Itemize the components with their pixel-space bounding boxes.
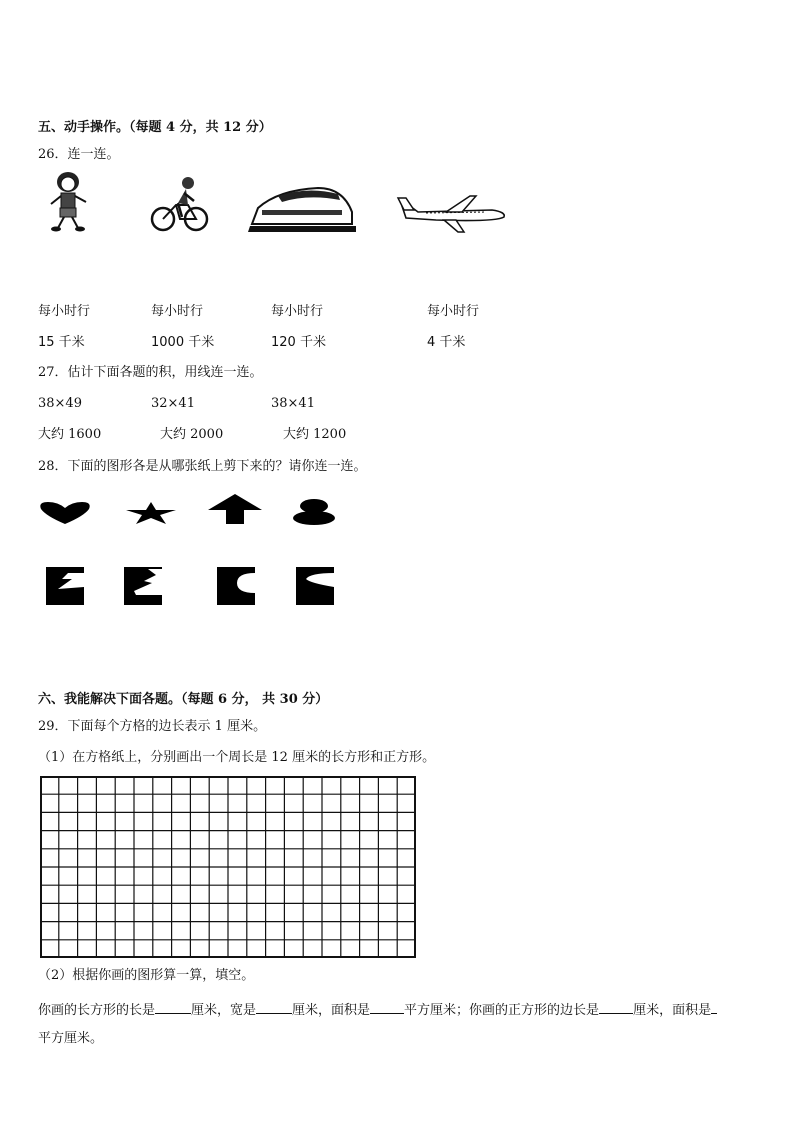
expression-1: 38×49 xyxy=(38,396,82,411)
rectangle-width-blank[interactable] xyxy=(256,1000,292,1014)
cut-paper-1-icon xyxy=(46,567,84,605)
fill-text-b: 厘米，宽是 xyxy=(191,1003,257,1018)
question-27-stem: 27．估计下面各题的积，用线连一连。 xyxy=(38,365,263,380)
question-26-stem: 26．连一连。 xyxy=(38,147,120,162)
section-6-title: 六、我能解决下面各题。（每题 6 分， 共 30 分） xyxy=(38,692,329,707)
rectangle-length-blank[interactable] xyxy=(155,1000,191,1014)
estimate-2: 大约 2000 xyxy=(160,427,224,442)
question-28-stem: 28．下面的图形各是从哪张纸上剪下来的？请你连一连。 xyxy=(38,459,367,474)
rectangle-area-blank[interactable] xyxy=(370,1000,404,1014)
section-5-title: 五、动手操作。（每题 4 分，共 12 分） xyxy=(38,120,272,135)
speed-value-3: 120 千米 xyxy=(271,335,326,350)
cut-paper-3-icon xyxy=(217,567,255,605)
question-29-stem: 29．下面每个方格的边长表示 1 厘米。 xyxy=(38,719,267,734)
high-speed-train-icon xyxy=(248,182,358,234)
estimate-1: 大约 1600 xyxy=(38,427,102,442)
speed-value-4: 4 千米 xyxy=(427,335,466,350)
expression-2: 32×41 xyxy=(151,396,195,411)
cyclist-icon xyxy=(150,175,210,233)
speed-label-top-1: 每小时行 xyxy=(38,304,91,319)
estimate-3: 大约 1200 xyxy=(283,427,347,442)
grid-lines xyxy=(40,776,416,958)
arrow-up-icon xyxy=(208,494,262,524)
speed-value-2: 1000 千米 xyxy=(151,335,215,350)
square-side-blank[interactable] xyxy=(599,1000,633,1014)
girl-walking-icon xyxy=(46,170,92,232)
question-29-part-2: （2）根据你画的图形算一算，填空。 xyxy=(38,968,255,983)
question-29-part-1: （1）在方格纸上，分别画出一个周长是 12 厘米的长方形和正方形。 xyxy=(38,750,436,765)
speed-label-top-3: 每小时行 xyxy=(271,304,324,319)
fill-text-f: 平方厘米。 xyxy=(38,1031,104,1046)
heart-icon xyxy=(38,500,92,526)
expression-3: 38×41 xyxy=(271,396,315,411)
fill-text-e: 厘米，面积是 xyxy=(633,1003,712,1018)
fill-text-c: 厘米，面积是 xyxy=(292,1003,371,1018)
cut-paper-4-icon xyxy=(296,567,334,605)
speed-value-1: 15 千米 xyxy=(38,335,85,350)
cut-paper-2-icon xyxy=(124,567,162,605)
gourd-icon xyxy=(292,499,336,525)
fill-in-line-1 xyxy=(38,1000,717,1019)
fill-text-d: 平方厘米；你画的正方形的边长是 xyxy=(404,1003,600,1018)
square-area-blank[interactable] xyxy=(711,1000,717,1014)
fill-text-a: 你画的长方形的长是 xyxy=(38,1003,156,1018)
star-icon xyxy=(126,502,176,524)
speed-label-top-4: 每小时行 xyxy=(427,304,480,319)
square-grid-paper[interactable] xyxy=(40,776,416,958)
speed-label-top-2: 每小时行 xyxy=(151,304,204,319)
airplane-icon xyxy=(396,192,508,234)
